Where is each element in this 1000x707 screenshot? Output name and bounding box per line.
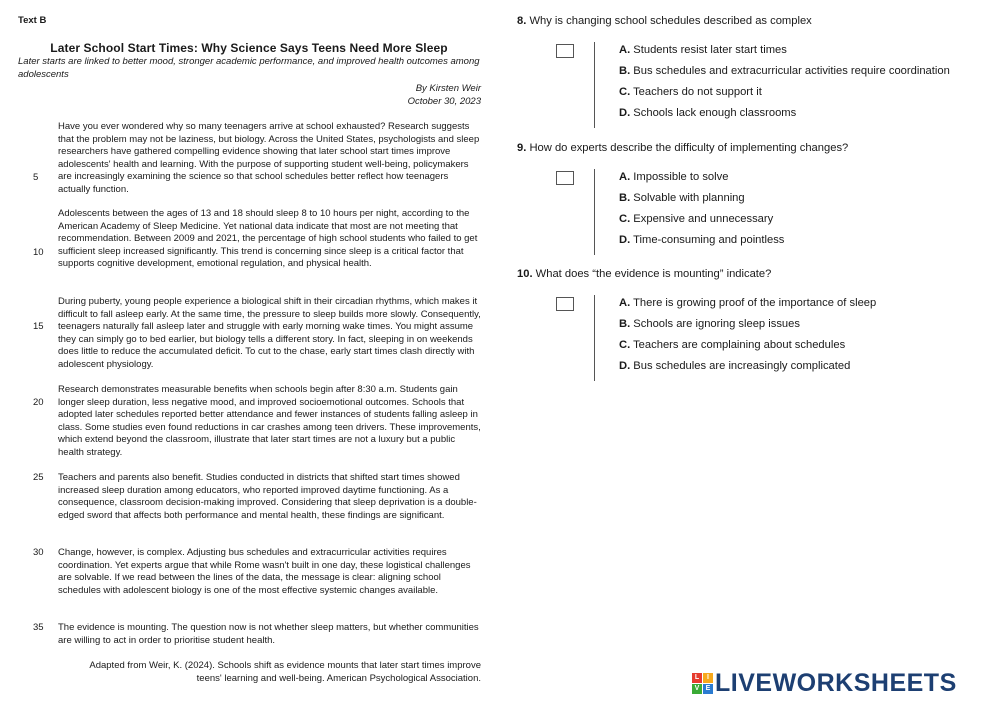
paragraph-4: Research demonstrates measurable benefits when schools begin after 8:30 a.m. Students gain longer sleep duration, less negative mood, and improved socioemotional outcomes. Schools that adopted later schedules reported better attendance and fewer instances of students falling asleep in class. Some studies even found reductions in car crashes among teen drivers. These improvements, which extend beyond the classroom, illustrate that later start times are not a luxury but a public health strategy. [58,384,481,458]
divider-line [594,169,595,255]
logo-mark-letter: I [703,673,713,683]
logo-mark-icon [692,673,713,694]
text-label: Text B [18,15,47,26]
line-number: 25 [33,472,44,483]
option-letter: B. [619,318,631,330]
option-text: Bus schedules and extracurricular activities require coordination [633,65,950,77]
divider-line [594,295,595,381]
question-text: How do experts describe the difficulty of implementing changes? [529,142,849,154]
paragraph-2: Adolescents between the ages of 13 and 18 should sleep 8 to 10 hours per night, according to the American Academy of Sleep Medicine. Yet national data indicate that most are not meeting that recommendation. Between 2009 and 2021, the percentage of high school students who failed to get sufficient sleep increased significantly. This trend is concerning since sleep is a critical factor that supports cognitive development, emotional regulation, and physical health. [58,208,478,270]
byline [408,83,481,108]
logo-text: LIVEWORKSHEETS [715,668,957,697]
option-letter: A. [619,44,631,56]
option-text: Solvable with planning [633,192,745,204]
paragraph-6: Change, however, is complex. Adjusting bus schedules and extracurricular activities requires coordination. Yet experts argue that while Rome wasn't built in one day, these logistical challenges are solvable. If we read between the lines of the data, the message is clear: aligning school schedules with adolescent biology is one of the most effective systemic changes available. [58,547,471,596]
option-letter: A. [619,297,631,309]
option-text: Teachers do not support it [633,86,762,98]
article-title: Later School Start Times: Why Science Says Teens Need More Sleep [50,41,448,55]
option-letter: C. [619,213,631,225]
option-text: Schools lack enough classrooms [633,107,797,119]
option-text: Expensive and unnecessary [633,213,774,225]
option-q9-b [619,192,745,204]
option-letter: B. [619,192,631,204]
question-text: Why is changing school schedules described as complex [529,15,812,27]
option-q10-c [619,339,845,351]
option-q10-b [619,318,800,330]
answer-box-q8[interactable] [556,44,574,58]
source-citation [41,660,481,685]
answer-box-q10[interactable] [556,297,574,311]
paragraph-5: Teachers and parents also benefit. Studies conducted in districts that shifted start times showed increased sleep duration among educators, who reported improved daytime functioning. As a consequence, classroom decision-making improved. Considering that sleep deprivation is a double-edged sword that affects both performance and mental health, these findings are significant. [58,472,477,521]
line-number: 20 [33,397,44,408]
option-text: Time-consuming and pointless [633,234,785,246]
option-text: Teachers are complaining about schedules [633,339,846,351]
option-q8-c [619,86,762,98]
option-letter: D. [619,107,631,119]
option-letter: C. [619,339,631,351]
paragraph-7: The evidence is mounting. The question now is not whether sleep matters, but whether communities are willing to act in order to prioritise student health. [58,622,479,646]
line-number: 10 [33,247,44,258]
option-letter: D. [619,360,631,372]
line-number: 30 [33,547,44,558]
option-q9-c [619,213,773,225]
liveworksheets-logo [692,668,957,698]
source-line-1: Adapted from Weir, K. (2024). Schools shift as evidence mounts that later start times improve [89,660,481,671]
date: October 30, 2023 [407,95,481,107]
answer-box-q9[interactable] [556,171,574,185]
option-letter: B. [619,65,631,77]
option-letter: C. [619,86,631,98]
option-q8-d [619,107,796,119]
option-text: Schools are ignoring sleep issues [633,318,800,330]
question-number: 10. [517,268,533,280]
question-text: What does “the evidence is mounting” indicate? [535,268,772,280]
option-q10-d [619,360,850,372]
option-text: Students resist later start times [633,44,787,56]
option-q8-a [619,44,787,56]
line-number: 5 [33,172,39,183]
logo-mark-letter: V [692,684,702,694]
question-number: 9. [517,142,527,154]
option-text: Bus schedules are increasingly complicated [633,360,851,372]
question-9 [517,142,848,154]
logo-mark-letter: L [692,673,702,683]
line-number: 35 [33,622,44,633]
option-q10-a [619,297,876,309]
paragraph-1: Have you ever wondered why so many teenagers arrive at school exhausted? Research suggests that the problem may not be laziness, but biology. Across the United States, psychologists and sleep researchers have gathered compelling evidence showing that later school start times improve adolescents' health and learning. With the purpose of supporting student well-being, policymakers are increasingly examining the science so that school schedules better reflect how teenagers actually function. [58,121,480,195]
option-letter: D. [619,234,631,246]
option-text: There is growing proof of the importance of sleep [633,297,877,309]
question-8 [517,15,812,27]
article-subtitle: Later starts are linked to better mood, stronger academic performance, and improved health outcomes among adolescents [18,56,480,80]
question-number: 8. [517,15,527,27]
option-letter: A. [619,171,631,183]
option-q8-b [619,65,950,77]
logo-mark-letter: E [703,684,713,694]
paragraph-3: During puberty, young people experience a biological shift in their circadian rhythms, which makes it difficult to fall asleep early. At the same time, the pressure to sleep builds more slowly. Consequently, teenagers naturally fall asleep later and struggle with early morning wake times. You might assume they can simply go to bed earlier, but biology tells a different story. In fact, sleeping in on weekends does little to reduce the accumulated deficit. To cut to the chase, early start times clash directly with adolescent physiology. [58,296,481,370]
source-line-2: teens' learning and well-being. American Psychological Association. [196,672,481,684]
option-text: Impossible to solve [633,171,729,183]
divider-line [594,42,595,128]
line-number: 15 [33,321,44,332]
option-q9-d [619,234,784,246]
author: By Kirsten Weir [415,83,481,94]
question-10 [517,268,771,280]
option-q9-a [619,171,728,183]
